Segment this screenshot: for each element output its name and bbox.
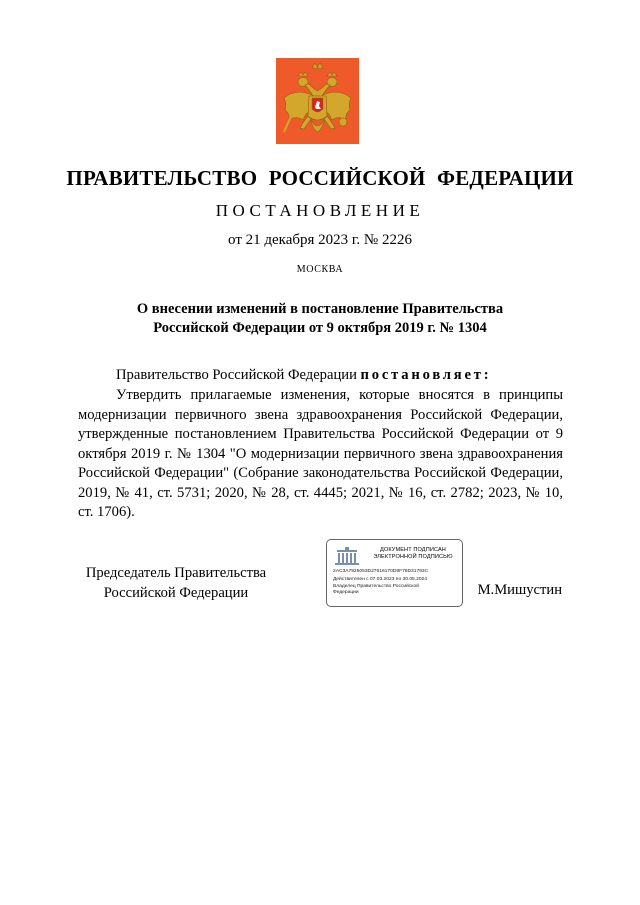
signer-position-line: Председатель Правительства xyxy=(85,565,267,581)
stamp-owner-continued: Федерации xyxy=(333,590,359,595)
stamp-validity: Действителен с 07.03.2023 по 30.05.2024 xyxy=(333,577,427,582)
intro-spaced-verb: постановляет: xyxy=(360,367,492,383)
stamp-certificate: 2AC3A7925053D27616170D9F76D31793C xyxy=(333,569,429,574)
stamp-title-line: ДОКУМЕНТ ПОДПИСАН xyxy=(380,547,446,553)
signer-position-line: Российской Федерации xyxy=(103,585,249,601)
decree-type: ПОСТАНОВЛЕНИЕ xyxy=(215,201,425,220)
signer-position xyxy=(78,563,274,603)
main-paragraph: Утвердить прилагаемые изменения, которые вносятся в принципы модернизации первичного звена здравоохранения Российской Федерации, утвержденные постановлением Правительства Российской Федерации от 9 октября 2019 г. № 1304 "О модернизации первичного звена здравоохранения Российской Федерации" (Собрание законодательства Российской Федерации, 2019, № 41, ст. 5731; 2020, № 28, ст. 4445; 2021, № 16, ст. 2782; 2023, № 10, ст. 1706). xyxy=(78,387,563,520)
government-title: ПРАВИТЕЛЬСТВО РОССИЙСКОЙ ФЕДЕРАЦИИ xyxy=(66,166,574,190)
decree-date-number: от 21 декабря 2023 г. № 2226 xyxy=(228,232,412,248)
electronic-signature-stamp xyxy=(326,539,463,607)
signer-name: М.Мишустин xyxy=(477,582,562,598)
stamp-title-line: ЭЛЕКТРОННОЙ ПОДПИСЬЮ xyxy=(373,554,453,560)
subject-line: О внесении изменений в постановление Правительства xyxy=(136,301,504,317)
stamp-title xyxy=(367,547,459,561)
intro-paragraph xyxy=(78,366,563,386)
building-icon xyxy=(333,546,361,566)
decree-subject xyxy=(0,300,640,338)
intro-text: Правительство Российской Федерации xyxy=(116,367,357,383)
coat-of-arms-icon xyxy=(276,58,359,144)
subject-line: Российской Федерации от 9 октября 2019 г. № 1304 xyxy=(153,320,487,336)
stamp-owner: Владелец Правительство Российской xyxy=(333,584,419,589)
decree-city: МОСКВА xyxy=(296,264,344,275)
